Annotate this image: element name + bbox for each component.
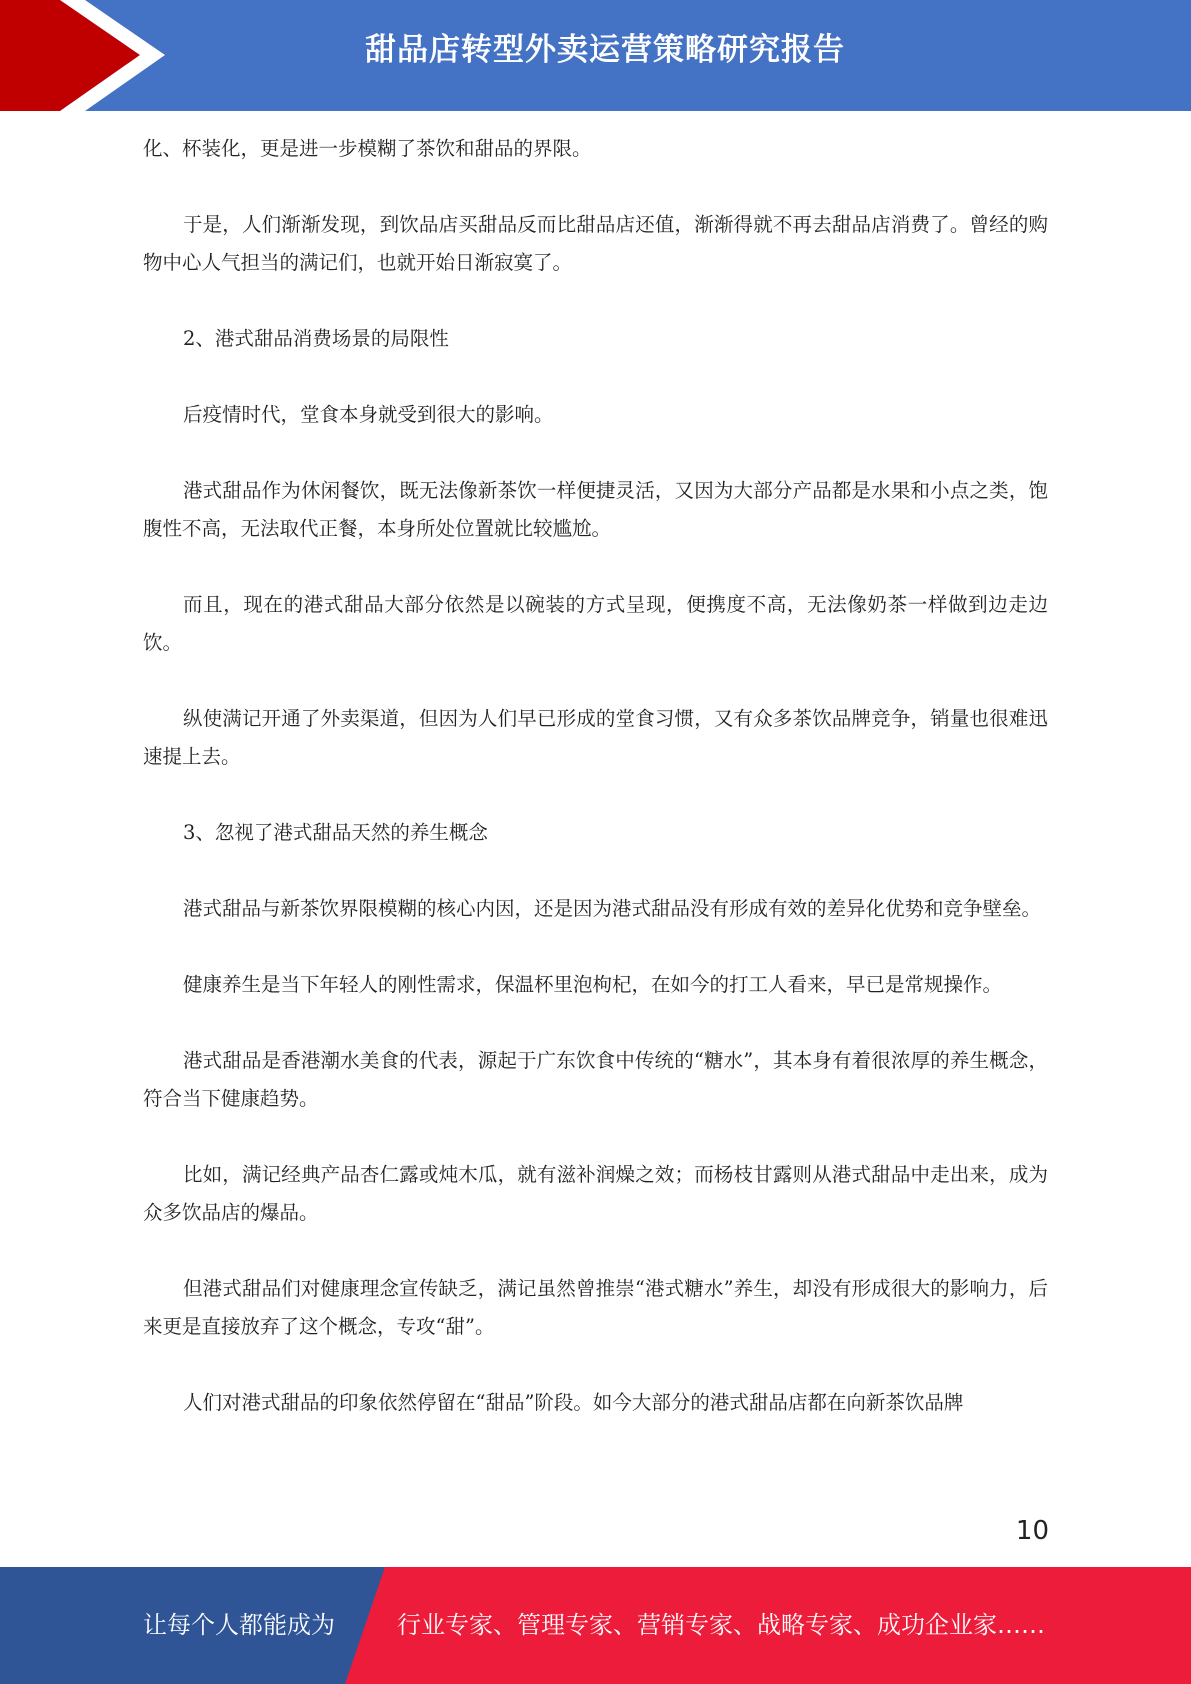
section-heading: 3、忽视了港式甜品天然的养生概念 — [182, 821, 488, 844]
paragraph: 化、杯装化，更是进一步模糊了茶饮和甜品的界限。 — [143, 137, 592, 160]
paragraph: 而且，现在的港式甜品大部分依然是以碗装的方式呈现，便携度不高，无法像奶茶一样做到边走边饮。 — [143, 593, 1048, 654]
page-number: 10 — [1015, 1516, 1049, 1546]
footer-slogan-left: 让每个人都能成为 — [143, 1611, 335, 1639]
paragraph: 港式甜品作为休闲餐饮，既无法像新茶饮一样便捷灵活，又因为大部分产品都是水果和小点之类，饱腹性不高，无法取代正餐，本身所处位置就比较尴尬。 — [143, 479, 1048, 540]
paragraph: 比如，满记经典产品杏仁露或炖木瓜，就有滋补润燥之效；而杨枝甘露则从港式甜品中走出来，成为众多饮品店的爆品。 — [143, 1163, 1048, 1224]
paragraph: 港式甜品与新茶饮界限模糊的核心内因，还是因为港式甜品没有形成有效的差异化优势和竞争壁垒。 — [182, 897, 1041, 920]
paragraph: 后疫情时代，堂食本身就受到很大的影响。 — [182, 403, 554, 426]
page-footer — [0, 1567, 1191, 1684]
paragraph: 健康养生是当下年轻人的刚性需求，保温杯里泡枸杞，在如今的打工人看来，早已是常规操作。 — [182, 973, 1002, 996]
paragraph: 于是，人们渐渐发现，到饮品店买甜品反而比甜品店还值，渐渐得就不再去甜品店消费了。曾经的购物中心人气担当的满记们，也就开始日渐寂寞了。 — [143, 213, 1048, 274]
body-content — [143, 130, 1048, 1460]
footer-slogan-right: 行业专家、管理专家、营销专家、战略专家、成功企业家…… — [397, 1611, 1045, 1639]
paragraph: 但港式甜品们对健康理念宣传缺乏，满记虽然曾推崇“港式糖水”养生，却没有形成很大的影响力，后来更是直接放弃了这个概念，专攻“甜”。 — [143, 1277, 1048, 1338]
paragraph: 纵使满记开通了外卖渠道，但因为人们早已形成的堂食习惯，又有众多茶饮品牌竞争，销量也很难迅速提上去。 — [143, 707, 1048, 768]
page-header — [0, 0, 1191, 111]
section-heading: 2、港式甜品消费场景的局限性 — [182, 327, 449, 350]
paragraph: 港式甜品是香港潮水美食的代表，源起于广东饮食中传统的“糖水”，其本身有着很浓厚的养生概念，符合当下健康趋势。 — [143, 1049, 1048, 1110]
document-title: 甜品店转型外卖运营策略研究报告 — [365, 32, 845, 68]
paragraph: 人们对港式甜品的印象依然停留在“甜品”阶段。如今大部分的港式甜品店都在向新茶饮品牌 — [182, 1391, 964, 1414]
